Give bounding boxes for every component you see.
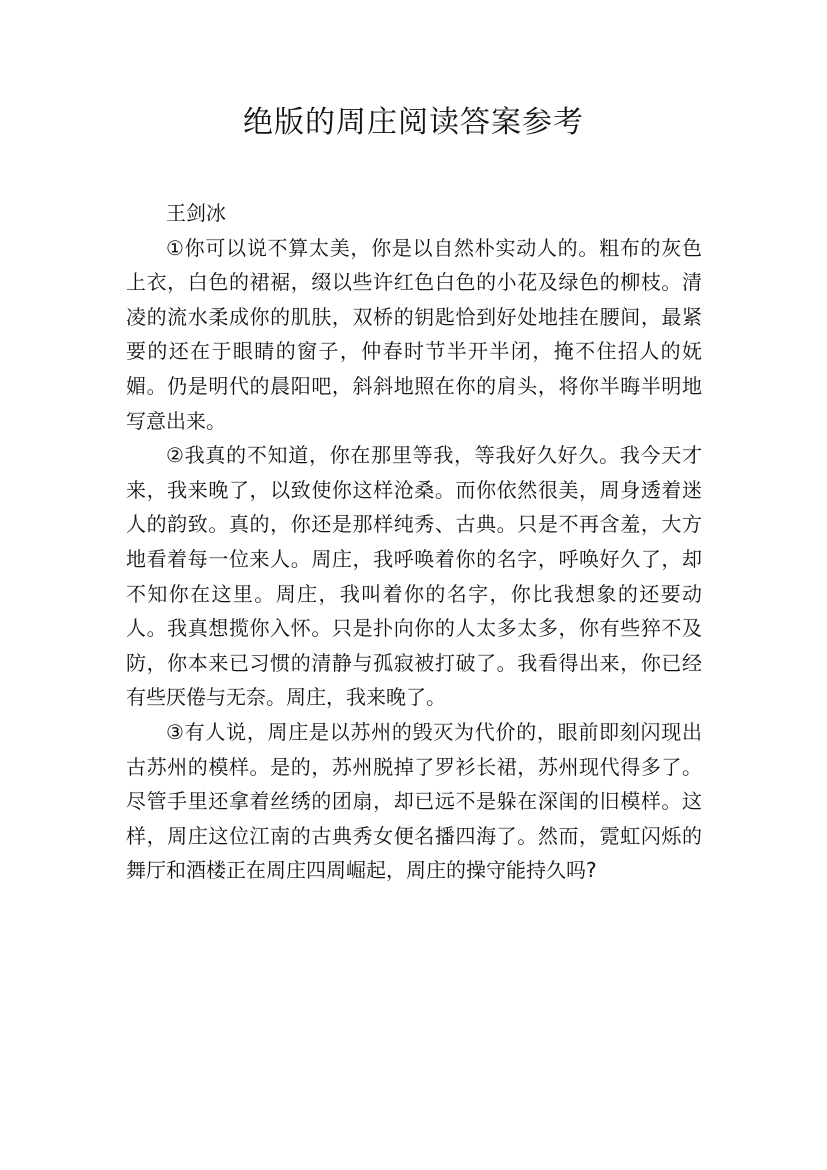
- paragraph-3: ③有人说，周庄是以苏州的毁灭为代价的，眼前即刻闪现出古苏州的模样。是的，苏州脱掉了罗衫长裙，苏州现代得多了。尽管手里还拿着丝绣的团扇，却已远不是躲在深闺的旧模样。这样，周庄这位江南的古典秀女便名播四海了。然而，霓虹闪烁的舞厅和酒楼正在周庄四周崛起，周庄的操守能持久吗?: [126, 719, 702, 883]
- document-title: 绝版的周庄阅读答案参考: [243, 105, 584, 140]
- author-name: 王剑冰: [166, 201, 226, 225]
- paragraph-1: ①你可以说不算太美，你是以自然朴实动人的。粗布的灰色上衣，白色的裙裾，缀以些许红色白色的小花及绿色的柳枝。清凌的流水柔成你的肌肤，双桥的钥匙恰到好处地挂在腰间，最紧要的还在于眼睛的窗子，仲春时节半开半闭，掩不住招人的妩媚。仍是明代的晨阳吧，斜斜地照在你的肩头，将你半晦半明地写意出来。: [126, 235, 702, 433]
- paragraph-2: ②我真的不知道，你在那里等我，等我好久好久。我今天才来，我来晚了，以致使你这样沧桑。而你依然很美，周身透着迷人的韵致。真的，你还是那样纯秀、古典。只是不再含羞，大方地看着每一位来人。周庄，我呼唤着你的名字，呼唤好久了，却不知你在这里。周庄，我叫着你的名字，你比我想象的还要动人。我真想揽你入怀。只是扑向你的人太多太多，你有些猝不及防，你本来已习惯的清静与孤寂被打破了。我看得出来，你已经有些厌倦与无奈。周庄，我来晚了。: [126, 443, 702, 710]
- document-body: [126, 196, 702, 888]
